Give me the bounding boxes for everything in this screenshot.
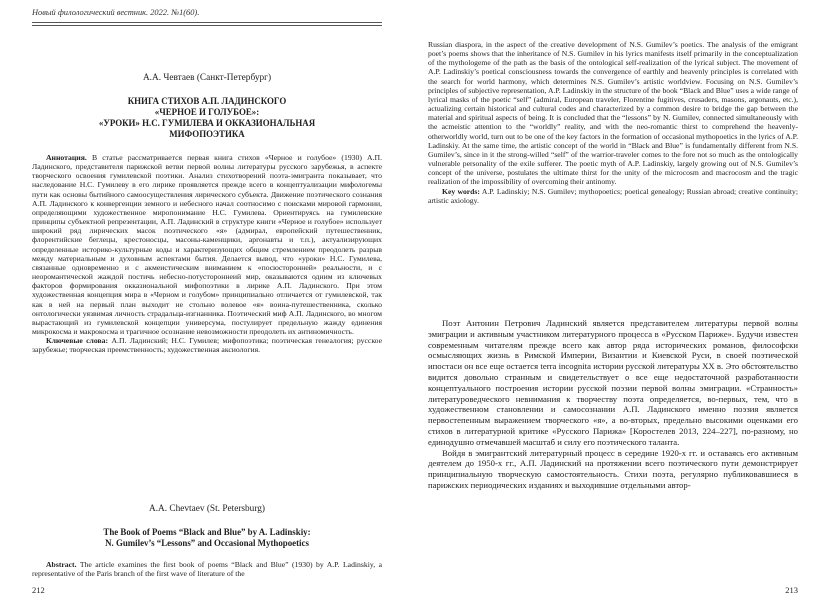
title-en-line-1: The Book of Poems “Black and Blue” by A. Ladinskiy: bbox=[103, 527, 311, 537]
abstract-text-ru: В статье рассматривается первая книга стихов «Черное и голубое» (1930) А.П. Ладинского, представителя парижской ветви первой волны литературы русского зарубежья, в аспекте творческого освоения гумилевской поэтики. Анализ стихотворений поэта-эмигранта показывает, что наследование Н.С. Гумилеву в его лирике проявляется прежде всего в концептуализации мифологемы пути как основы бытийного самоосуществления лирического субъекта. Движение поэтического сознания А.П. Ладинского к конвергенции земного и небесного начал соотносимо с поисками мировой гармонии, определяющими художественное миропонимание Н.С. Гумилева. Ориентируясь на гумилевские принципы субъектной репрезентации, А.П. Ладинский в структуре книги «Черное и голубое» использует широкий ряд лирических масок поэтического «я» (адмирал, европейский путешественник, флорентийские беглецы, крестоносцы, масоны-каменщики, аргонавты и т.п.), актуализирующих определенные историко-культурные коды и характеризующих общим стремлением преодолеть разрыв между материальным и духовным аспектами бытия. Делается вывод, что «уроки» Н.С. Гумилева, связанные одновременно и с акмеистическим вниманием к «посюсторонней» реальности, и с неоромантической жаждой постичь небесно-потустороннеий мир, оказываются одним из ключевых факторов формирования окказиональной мифопоэтики в лирике А.П. Ладинского. При этом художественная концепция мира в «Черном и голубом» принципиально отличается от гумилевской, так как в ней на первый план выходит не стольно волевое «я» воина-путешественника, сколько онтологически уязвимая личность страдальца-изгнанника. Поэтический миф А.П. Ладинского, во многом вырастающий из гумилевской концепции универсума, постулирует предельную жажду единения микрокосма и макрокосма и трагичное осознание невозможности преодолеть их антиномичность. bbox=[32, 153, 383, 336]
title-line-1: КНИГА СТИХОВ А.П. ЛАДИНСКОГО bbox=[127, 96, 287, 106]
page-number-right: 213 bbox=[785, 585, 798, 595]
title-line-3: «УРОКИ» Н.С. ГУМИЛЕВА И ОККАЗИОНАЛЬНАЯ bbox=[98, 118, 316, 128]
keywords-text-ru: А.П. Ладинский; Н.С. Гумилев; мифопоэтика; поэтическая генеалогия; русское зарубежье; творческая преемственность; художественная аксиология. bbox=[32, 336, 383, 355]
article-title-ru bbox=[32, 96, 382, 140]
body-paragraph-2: Войдя в эмигрантский литературный процесс в середине 1920-х гг. и оставаясь его активным деятелем до 1950-х гг., А.П. Ладинский на протяжении всего поэтического пути демонстрирует принципиальную творческую самостоятельность. Стихи поэта, регулярно публиковавшиеся в парижских периодических изданиях и выходившие отдельными автор- bbox=[428, 447, 798, 490]
abstract-ru bbox=[32, 153, 382, 354]
keywords-label-ru: Ключевые слова: bbox=[46, 336, 109, 346]
keywords-text-en: A.P. Ladinskiy; N.S. Gumilev; mythopoetics; poetical genealogy; Russian abroad; creative continuity; artistic axiology. bbox=[428, 186, 799, 205]
keywords-label-en: Key words: bbox=[442, 186, 480, 196]
article-body bbox=[428, 318, 798, 491]
title-line-2: «ЧЕРНОЕ И ГОЛУБОЕ»: bbox=[154, 107, 260, 117]
article-title-en bbox=[32, 527, 382, 549]
title-en-line-2: N. Gumilev’s “Lessons” and Occasional Mythopoetics bbox=[105, 538, 309, 548]
abstract-label-en: Abstract. bbox=[46, 560, 77, 569]
title-line-4: МИФОПОЭТИКА bbox=[169, 129, 245, 139]
running-head: Новый филологический вестник. 2022. №1(60). bbox=[32, 8, 200, 17]
right-page bbox=[410, 0, 820, 609]
abstract-en-continued bbox=[428, 40, 798, 205]
abstract-en-start bbox=[32, 560, 382, 578]
header-rule-bottom bbox=[32, 25, 382, 26]
abstract-continued-en: Russian diaspora, in the aspect of the creative development of N.S. Gumilev’s poetics. The analysis of the emigrant poet’s poems shows that the inheritance of N.S. Gumilev in his lyrics manifests itself primarily in the conceptualization of the mythologeme of the path as the basis of the ontological self-realization of the lyrical subject. The movement of A.P. Ladinskiy’s poetical consciousness towards the convergence of earthly and heavenly principles is correlated with the search for world harmony, which determines N.S. Gumilev’s artistic worldview. Focusing on N.S. Gumilev’s principles of subjective representation, A.P. Ladinskiy in the structure of the book “Black and Blue” uses a wide range of lyrical masks of the poetic “self” (admiral, European traveler, Florentine fugitives, crusaders, masons, argonauts, etc.), actualizing certain historical and cultural codes and characterized by a common desire to bridge the gap between the material and spiritual aspects of being. It is concluded that the “lessons” by N. Gumilev, connected simultaneously with the acmeistic attention to the “worldly” reality, and with the neo-romantic thirst to comprehend the heavenly-otherworldly world, turn out to be one of the key factors in the formation of occasional mythopoetics in the lyrics of A.P. Ladinskiy. At the same time, the artistic concept of the world in “Black and Blue” is fundamentally different from N.S. Gumilev’s, since in it the strong-willed “self” of the warrior-traveler comes to the fore not so much as the ontologically vulnerable personality of the exile sufferer. The poetic myth of A.P. Ladinskiy, largely growing out of N.S. Gumilev’s concept of the universe, postulates the ultimate thirst for the unity of the microcosm and macrocosm and the tragic realization of the impossibility of overcoming their antinomy. bbox=[428, 40, 798, 187]
author-ru: А.А. Чевтаев (Санкт-Петербург) bbox=[142, 73, 272, 83]
page-number-left: 212 bbox=[32, 585, 45, 595]
header-rule-top bbox=[32, 22, 382, 23]
abstract-label-ru: Аннотация. bbox=[46, 153, 87, 162]
author-en: A.A. Chevtaev (St. Petersburg) bbox=[148, 504, 266, 514]
body-paragraph-1: Поэт Антонин Петрович Ладинский является представителем литературы первой волны эмиграции и активным участником литературного процесса в «Русском Париже». Будучи известен современным читателям прежде всего как автор ряда исторических романов, философски осмысляющих жизнь в Римской Империи, Византии и Киевской Руси, в своей поэтической ипостаси он все еще остается terra incognita истории русской литературы XX в. Это обстоятельство видится довольно странным и свидетельствует о все еще недостаточной разработанности концептуального построения истории русской поэзии первой волны эмиграции. «Странность» литературоведческого невнимания к творчеству поэта определяется, во-первых, тем, что в художественном становлении и самосознании А.П. Ладинского именно поэзия является первостепенным выражением творческого «я», а во-вторых, предельно высокими оценками его стихов в литературной критике «Русского Парижа» [Коростелев 2013, 224–227], по-разному, но единодушно отмечавшей масштаб и силу его поэтического таланта. bbox=[428, 318, 798, 447]
abstract-start-en: The article examines the first book of poems “Black and Blue” (1930) by A.P. Ladinskiy, a representative of the Paris branch of the first wave of literature of the bbox=[32, 560, 382, 579]
